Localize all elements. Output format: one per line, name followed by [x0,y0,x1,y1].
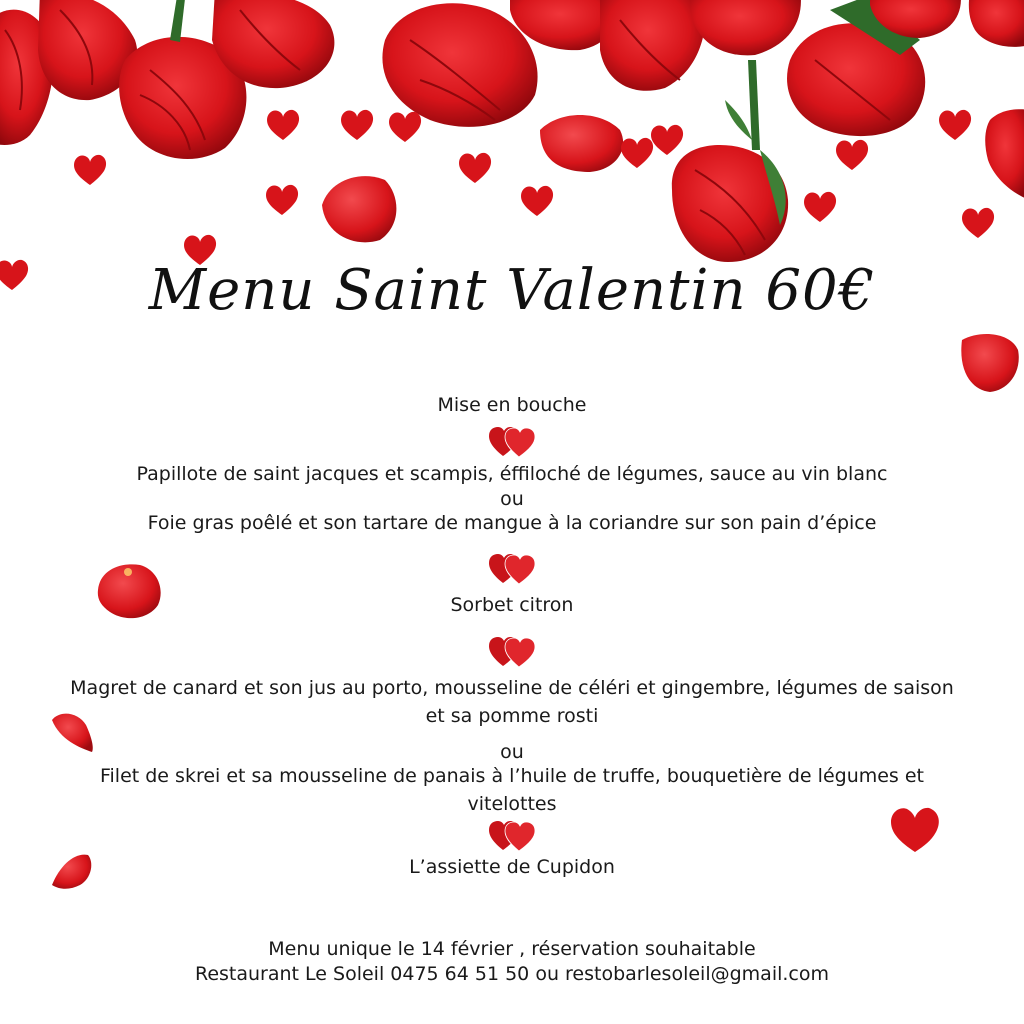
rose-icon [985,109,1024,200]
double-heart-icon [489,427,535,457]
starter-option-1: Papillote de saint jacques et scampis, éffiloché de légumes, sauce au vin blanc [136,463,888,485]
rose-icon [969,0,1024,47]
rose-petal-icon [322,176,396,242]
double-heart-icon [489,554,535,584]
dessert-course: L’assiette de Cupidon [409,856,615,878]
main-option-2-line1: Filet de skrei et sa mousseline de panais à l’huile de truffe, bouquetière de légumes et [99,765,925,787]
double-heart-icon [489,637,535,667]
rose-icon [672,60,788,262]
footer-contact: Restaurant Le Soleil 0475 64 51 50 ou restobarlesoleil@gmail.com [194,963,829,985]
footer-notice: Menu unique le 14 février , réservation souhaitable [268,938,756,960]
sorbet-course: Sorbet citron [450,594,574,616]
main-option-1-line1: Magret de canard et son jus au porto, mousseline de céléri et gingembre, légumes de saison [70,677,954,699]
menu-title: Menu Saint Valentin 60€ [148,258,876,323]
rose-petal-icon [961,334,1018,392]
rose-petal-icon [540,115,623,172]
double-heart-icon [489,821,535,851]
or-separator: ou [500,488,524,510]
main-option-1-line2: et sa pomme rosti [425,705,599,727]
starter-option-2: Foie gras poêlé et son tartare de mangue à la coriandre sur son pain d’épice [147,512,877,534]
main-option-2-line2: vitelottes [467,793,557,815]
rose-icon [382,3,537,127]
rose-icon [690,0,801,55]
or-separator: ou [500,741,524,763]
amuse-bouche: Mise en bouche [437,394,587,416]
rose-icon [600,0,706,91]
